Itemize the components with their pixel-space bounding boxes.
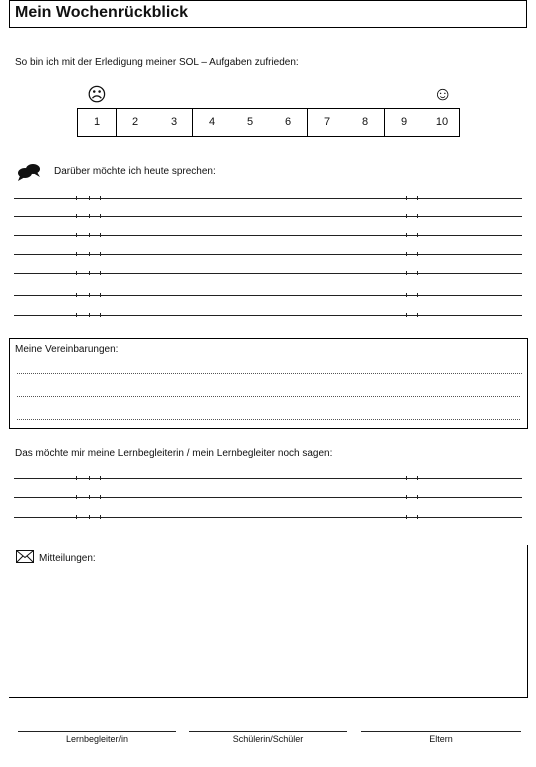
- rating-scale: [77, 108, 460, 137]
- line-tick: [89, 196, 90, 200]
- line-tick: [417, 196, 418, 200]
- line-tick: [100, 252, 101, 256]
- messages-label: Mitteilungen:: [39, 553, 96, 564]
- writing-line[interactable]: [14, 315, 522, 316]
- line-tick: [406, 476, 407, 480]
- agreements-line[interactable]: [17, 373, 522, 374]
- writing-line[interactable]: [14, 517, 522, 518]
- line-tick: [89, 515, 90, 519]
- scale-4[interactable]: 4: [208, 116, 216, 128]
- line-tick: [76, 495, 77, 499]
- writing-line[interactable]: [14, 216, 522, 217]
- line-tick: [406, 293, 407, 297]
- mentor-label: Das möchte mir meine Lernbegleiterin / mein Lernbegleiter noch sagen:: [15, 448, 333, 459]
- writing-line[interactable]: [14, 235, 522, 236]
- page-title: Mein Wochenrückblick: [15, 4, 189, 21]
- scale-2[interactable]: 2: [131, 116, 139, 128]
- line-tick: [406, 495, 407, 499]
- line-tick: [76, 313, 77, 317]
- line-tick: [76, 476, 77, 480]
- line-tick: [100, 233, 101, 237]
- line-tick: [76, 214, 77, 218]
- speech-bubbles-icon: [16, 162, 42, 182]
- messages-bottom-border: [9, 697, 528, 698]
- rating-question: So bin ich mit der Erledigung meiner SOL – Aufgaben zufrieden:: [15, 57, 299, 68]
- line-tick: [417, 476, 418, 480]
- line-tick: [89, 214, 90, 218]
- line-tick: [100, 495, 101, 499]
- line-tick: [406, 271, 407, 275]
- line-tick: [100, 476, 101, 480]
- line-tick: [406, 252, 407, 256]
- line-tick: [89, 233, 90, 237]
- line-tick: [76, 252, 77, 256]
- line-tick: [89, 495, 90, 499]
- line-tick: [89, 313, 90, 317]
- discussion-label: Darüber möchte ich heute sprechen:: [54, 166, 216, 177]
- scale-9[interactable]: 9: [400, 116, 408, 128]
- writing-line[interactable]: [14, 198, 522, 199]
- signature-label-parents: Eltern: [429, 734, 453, 744]
- signature-label-student: Schülerin/Schüler: [232, 734, 304, 744]
- scale-8[interactable]: 8: [361, 116, 369, 128]
- signature-label-mentor: Lernbegleiter/in: [65, 734, 129, 744]
- line-tick: [89, 271, 90, 275]
- line-tick: [89, 293, 90, 297]
- line-tick: [76, 515, 77, 519]
- line-tick: [76, 233, 77, 237]
- signature-line-student[interactable]: [189, 731, 347, 732]
- line-tick: [89, 252, 90, 256]
- agreements-label: Meine Vereinbarungen:: [15, 344, 119, 355]
- line-tick: [406, 196, 407, 200]
- signature-line-parents[interactable]: [361, 731, 521, 732]
- line-tick: [406, 233, 407, 237]
- scale-1[interactable]: 1: [93, 116, 101, 128]
- line-tick: [76, 196, 77, 200]
- line-tick: [417, 515, 418, 519]
- writing-line[interactable]: [14, 497, 522, 498]
- line-tick: [89, 476, 90, 480]
- writing-line[interactable]: [14, 295, 522, 296]
- agreements-line[interactable]: [17, 396, 520, 397]
- line-tick: [417, 293, 418, 297]
- line-tick: [417, 233, 418, 237]
- writing-line[interactable]: [14, 254, 522, 255]
- line-tick: [406, 515, 407, 519]
- line-tick: [100, 515, 101, 519]
- line-tick: [417, 271, 418, 275]
- messages-right-border: [527, 545, 528, 698]
- agreements-line[interactable]: [17, 419, 520, 420]
- line-tick: [417, 214, 418, 218]
- line-tick: [76, 271, 77, 275]
- line-tick: [100, 271, 101, 275]
- line-tick: [100, 293, 101, 297]
- line-tick: [406, 313, 407, 317]
- messages-area[interactable]: [14, 570, 522, 690]
- line-tick: [417, 252, 418, 256]
- line-tick: [76, 293, 77, 297]
- envelope-icon: [16, 550, 34, 563]
- scale-5[interactable]: 5: [246, 116, 254, 128]
- signature-line-mentor[interactable]: [18, 731, 176, 732]
- sad-face-icon: ☹: [87, 85, 107, 106]
- line-tick: [100, 313, 101, 317]
- scale-7[interactable]: 7: [323, 116, 331, 128]
- writing-line[interactable]: [14, 478, 522, 479]
- scale-6[interactable]: 6: [284, 116, 292, 128]
- scale-3[interactable]: 3: [170, 116, 178, 128]
- line-tick: [417, 495, 418, 499]
- happy-face-icon: ☺: [433, 84, 453, 105]
- line-tick: [100, 196, 101, 200]
- writing-line[interactable]: [14, 273, 522, 274]
- line-tick: [417, 313, 418, 317]
- line-tick: [100, 214, 101, 218]
- line-tick: [406, 214, 407, 218]
- scale-10[interactable]: 10: [435, 116, 449, 128]
